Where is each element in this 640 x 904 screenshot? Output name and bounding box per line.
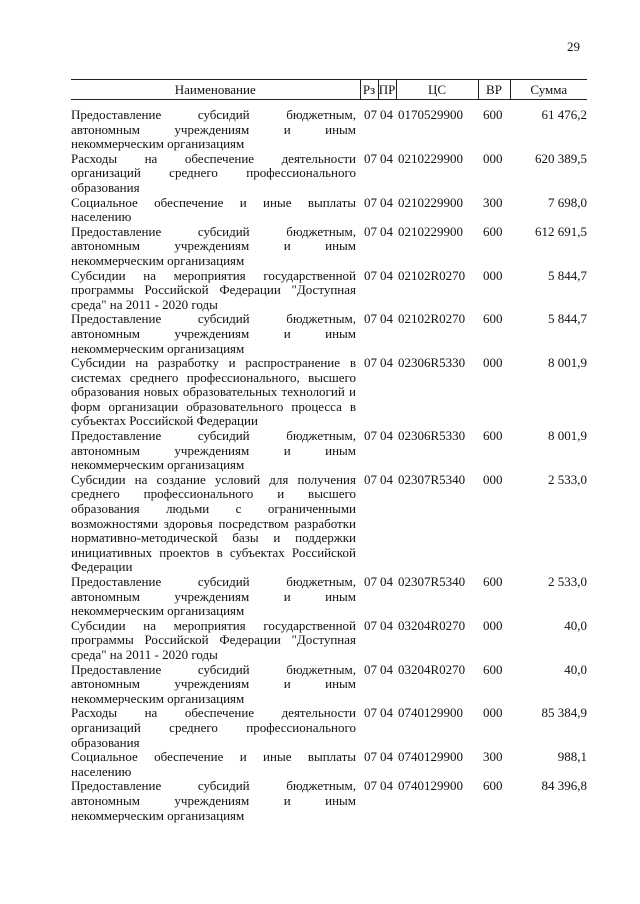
cell-rz: 07 bbox=[364, 223, 377, 239]
cell-name: Социальное обеспечение и иные выплаты населению bbox=[71, 749, 356, 779]
cell-rz: 07 bbox=[364, 705, 377, 721]
cell-cs: 0740129900 bbox=[398, 778, 463, 794]
cell-name: Расходы на обеспечение деятельности организаций среднего профессионального образования bbox=[71, 150, 356, 195]
cell-rz: 07 bbox=[364, 267, 377, 283]
cell-sum: 40,0 bbox=[564, 661, 587, 677]
cell-vr: 000 bbox=[483, 355, 503, 371]
cell-rz: 07 bbox=[364, 749, 377, 765]
cell-sum: 61 476,2 bbox=[541, 107, 587, 122]
header-cs: ЦС bbox=[396, 80, 478, 100]
cell-sum: 85 384,9 bbox=[541, 705, 587, 721]
cell-vr: 600 bbox=[483, 223, 503, 239]
cell-vr: 000 bbox=[483, 471, 503, 487]
cell-rz: 07 bbox=[364, 661, 377, 677]
header-pr: ПР bbox=[378, 80, 396, 100]
header-vr: ВР bbox=[478, 80, 510, 100]
cell-cs: 02307R5340 bbox=[398, 574, 466, 589]
cell-cs: 0170529900 bbox=[398, 107, 463, 122]
cell-vr: 000 bbox=[483, 705, 503, 721]
cell-sum: 84 396,8 bbox=[541, 778, 587, 794]
cell-sum: 8 001,9 bbox=[548, 428, 587, 444]
cell-cs: 03204R0270 bbox=[398, 617, 466, 633]
cell-name: Субсидии на создание условий для получения среднего профессионального и высшего образования людьми с ограниченными возможностями здоровья посредством разработки нормативно-методической базы и поддержки инициативных проектов в субъектах Российской Федерации bbox=[71, 471, 356, 575]
table-row bbox=[71, 473, 587, 575]
cell-cs: 02306R5330 bbox=[398, 355, 466, 371]
cell-cs: 0210229900 bbox=[398, 150, 463, 166]
cell-rz: 07 bbox=[364, 778, 377, 794]
cell-name: Предоставление субсидий бюджетным, автономным учреждениям и иным некоммерческим организациям bbox=[71, 107, 356, 152]
cell-vr: 600 bbox=[483, 661, 503, 677]
cell-rz: 07 bbox=[364, 194, 377, 210]
header-sum: Сумма bbox=[510, 80, 587, 100]
cell-rz: 07 bbox=[364, 617, 377, 633]
table-row bbox=[71, 312, 587, 356]
table-row bbox=[71, 706, 587, 750]
cell-pr: 04 bbox=[380, 355, 393, 371]
cell-cs: 03204R0270 bbox=[398, 661, 466, 677]
table-row bbox=[71, 356, 587, 429]
table-row bbox=[71, 575, 587, 619]
cell-pr: 04 bbox=[380, 749, 393, 765]
cell-vr: 600 bbox=[483, 107, 503, 122]
cell-name: Предоставление субсидий бюджетным, автономным учреждениям и иным некоммерческим организациям bbox=[71, 661, 356, 706]
cell-vr: 300 bbox=[483, 749, 503, 765]
cell-pr: 04 bbox=[380, 107, 393, 122]
cell-sum: 7 698,0 bbox=[548, 194, 587, 210]
cell-pr: 04 bbox=[380, 194, 393, 210]
budget-table bbox=[71, 79, 587, 823]
cell-cs: 02306R5330 bbox=[398, 428, 466, 444]
cell-pr: 04 bbox=[380, 471, 393, 487]
cell-pr: 04 bbox=[380, 267, 393, 283]
cell-rz: 07 bbox=[364, 150, 377, 166]
cell-pr: 04 bbox=[380, 705, 393, 721]
cell-vr: 600 bbox=[483, 428, 503, 444]
cell-rz: 07 bbox=[364, 471, 377, 487]
cell-name: Предоставление субсидий бюджетным, автономным учреждениям и иным некоммерческим организациям bbox=[71, 428, 356, 473]
cell-cs: 0210229900 bbox=[398, 194, 463, 210]
cell-sum: 620 389,5 bbox=[535, 150, 587, 166]
table-row bbox=[71, 663, 587, 707]
cell-vr: 600 bbox=[483, 778, 503, 794]
cell-sum: 5 844,7 bbox=[548, 267, 587, 283]
table-row bbox=[71, 779, 587, 823]
cell-vr: 000 bbox=[483, 150, 503, 166]
cell-name: Субсидии на мероприятия государственной программы Российской Федерации "Доступная среда" на 2011 - 2020 годы bbox=[71, 267, 356, 312]
cell-pr: 04 bbox=[380, 574, 393, 589]
cell-cs: 0210229900 bbox=[398, 223, 463, 239]
cell-name: Предоставление субсидий бюджетным, автономным учреждениям и иным некоммерческим организациям bbox=[71, 311, 356, 356]
table-row bbox=[71, 429, 587, 473]
cell-pr: 04 bbox=[380, 617, 393, 633]
cell-cs: 02102R0270 bbox=[398, 267, 466, 283]
cell-pr: 04 bbox=[380, 311, 393, 327]
page-number: 29 bbox=[567, 39, 580, 54]
cell-name: Предоставление субсидий бюджетным, автономным учреждениям и иным некоммерческим организациям bbox=[71, 778, 356, 823]
cell-sum: 8 001,9 bbox=[548, 355, 587, 371]
table-header-row bbox=[71, 80, 587, 100]
cell-pr: 04 bbox=[380, 150, 393, 166]
table-row bbox=[71, 196, 587, 225]
cell-sum: 2 533,0 bbox=[548, 574, 587, 589]
cell-sum: 2 533,0 bbox=[548, 471, 587, 487]
cell-vr: 600 bbox=[483, 311, 503, 327]
table-row bbox=[71, 750, 587, 779]
cell-pr: 04 bbox=[380, 778, 393, 794]
cell-pr: 04 bbox=[380, 428, 393, 444]
header-name: Наименование bbox=[71, 80, 360, 100]
cell-rz: 07 bbox=[364, 574, 377, 589]
cell-cs: 0740129900 bbox=[398, 749, 463, 765]
cell-name: Предоставление субсидий бюджетным, автономным учреждениям и иным некоммерческим организациям bbox=[71, 574, 356, 619]
cell-rz: 07 bbox=[364, 107, 377, 122]
cell-vr: 000 bbox=[483, 267, 503, 283]
cell-sum: 612 691,5 bbox=[535, 223, 587, 239]
cell-sum: 988,1 bbox=[557, 749, 587, 765]
cell-rz: 07 bbox=[364, 355, 377, 371]
table-row bbox=[71, 108, 587, 152]
cell-name: Субсидии на разработку и распространение в системах среднего профессионального, высшего образования новых образовательных технологий и форм организации образовательного процесса в субъектах Российской Федерации bbox=[71, 355, 356, 429]
cell-vr: 600 bbox=[483, 574, 503, 589]
table-body bbox=[71, 100, 587, 824]
cell-cs: 02102R0270 bbox=[398, 311, 466, 327]
cell-vr: 000 bbox=[483, 617, 503, 633]
cell-pr: 04 bbox=[380, 223, 393, 239]
table-row bbox=[71, 619, 587, 663]
cell-name: Социальное обеспечение и иные выплаты населению bbox=[71, 194, 356, 225]
header-rz: Рз bbox=[360, 80, 378, 100]
cell-sum: 40,0 bbox=[564, 617, 587, 633]
table-row bbox=[71, 269, 587, 313]
cell-name: Предоставление субсидий бюджетным, автономным учреждениям и иным некоммерческим организациям bbox=[71, 223, 356, 268]
cell-sum: 5 844,7 bbox=[548, 311, 587, 327]
cell-cs: 0740129900 bbox=[398, 705, 463, 721]
cell-cs: 02307R5340 bbox=[398, 471, 466, 487]
cell-name: Субсидии на мероприятия государственной программы Российской Федерации "Доступная среда" на 2011 - 2020 годы bbox=[71, 617, 356, 662]
cell-rz: 07 bbox=[364, 428, 377, 444]
table-row bbox=[71, 152, 587, 196]
cell-rz: 07 bbox=[364, 311, 377, 327]
table-row bbox=[71, 225, 587, 269]
cell-vr: 300 bbox=[483, 194, 503, 210]
cell-name: Расходы на обеспечение деятельности организаций среднего профессионального образования bbox=[71, 705, 356, 750]
cell-pr: 04 bbox=[380, 661, 393, 677]
